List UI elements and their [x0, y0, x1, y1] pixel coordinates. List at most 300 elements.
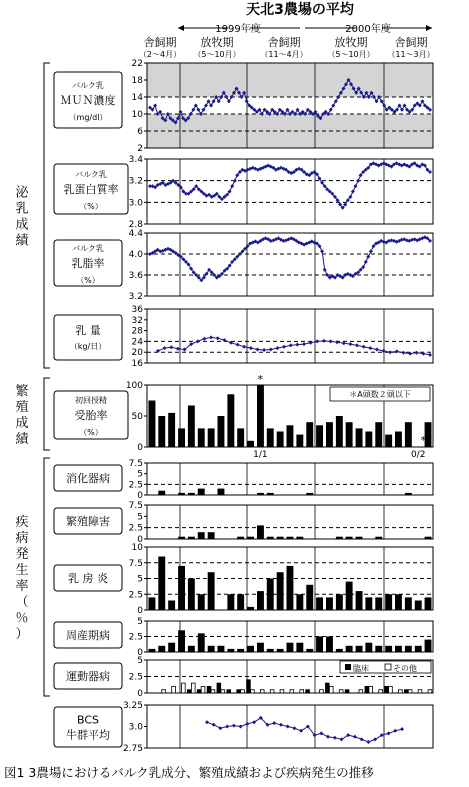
bar-other — [389, 686, 393, 693]
data-point — [169, 345, 173, 349]
panel-label: 乳 房 炎 — [68, 572, 108, 585]
bar — [149, 597, 156, 610]
bar — [267, 649, 274, 652]
y-tick-label: 2.5 — [128, 590, 143, 601]
panel-label: （%） — [79, 428, 103, 437]
bar — [385, 646, 392, 652]
bar-other — [260, 690, 264, 693]
panel-digestive — [54, 459, 433, 501]
panel-label: （%） — [79, 202, 103, 211]
data-point — [335, 340, 339, 344]
bar — [375, 422, 382, 447]
data-point — [402, 351, 406, 355]
bar — [188, 406, 195, 448]
group-label-char: 殖 — [15, 400, 29, 415]
y-tick-label: 10 — [131, 543, 143, 553]
panel-label: （mg/dl） — [68, 113, 108, 122]
bar-other — [201, 686, 205, 693]
y-tick-label: 2.5 — [128, 480, 143, 491]
bar — [257, 525, 264, 539]
bar — [365, 643, 372, 652]
y-tick-label: 0 — [137, 535, 143, 545]
y-tick-label: 0 — [137, 443, 143, 453]
y-tick-label: 3.0 — [128, 722, 143, 733]
season-range: （2～4月） — [138, 50, 182, 59]
y-tick-label: 50 — [131, 412, 143, 422]
bar — [405, 646, 412, 652]
bar — [277, 432, 284, 448]
bar — [356, 591, 363, 610]
group-bracket — [15, 63, 50, 368]
bar-other — [182, 683, 186, 693]
bar — [356, 646, 363, 652]
shade-band — [147, 63, 433, 97]
data-point — [353, 735, 357, 739]
bar — [395, 646, 402, 652]
y-tick-label: 3.2 — [128, 292, 143, 302]
bar — [395, 594, 402, 610]
group-label-char: （ — [15, 595, 29, 610]
plot-frame — [147, 309, 433, 363]
data-point — [239, 725, 243, 729]
asterisk-marker: * — [257, 373, 264, 386]
bar — [306, 422, 313, 447]
data-point — [269, 348, 273, 352]
data-point — [428, 353, 432, 357]
bar — [257, 493, 264, 495]
bar — [336, 416, 343, 447]
bar-clinical — [365, 686, 369, 693]
y-tick-label: 22 — [131, 59, 143, 69]
bar — [198, 594, 205, 610]
bar — [247, 537, 254, 539]
y-tick-label: 5 — [137, 656, 143, 666]
season-name: 放牧期 — [334, 36, 368, 49]
panel-label: BCS — [76, 713, 100, 727]
note-text: ＊A頭数２頭以下 — [349, 390, 411, 399]
bar — [287, 566, 294, 610]
bar — [178, 566, 185, 610]
season-range: （5～10月） — [193, 50, 241, 59]
bar-other — [399, 690, 403, 693]
bar — [257, 643, 264, 652]
y-tick-label: 5 — [137, 469, 143, 480]
panel-label: 乳 量 — [75, 324, 101, 337]
bar — [346, 582, 353, 610]
bar — [415, 646, 422, 652]
bar — [277, 649, 284, 652]
y-tick-label: 2.5 — [128, 672, 143, 683]
y-tick-label: 36 — [131, 305, 143, 315]
y-tick-label: 14 — [131, 93, 143, 103]
season-range: （5～10月） — [327, 50, 375, 59]
data-point — [256, 348, 260, 352]
panel-mastitis — [54, 543, 433, 616]
y-tick-label: 0 — [137, 491, 143, 501]
bar — [356, 537, 363, 539]
bar-other — [300, 690, 304, 693]
bar — [306, 493, 313, 495]
bar — [405, 597, 412, 610]
bar — [316, 425, 323, 447]
y-tick-label: 18 — [131, 76, 143, 86]
panel-label: 受胎率 — [74, 409, 108, 422]
bar — [326, 597, 333, 610]
data-point — [319, 731, 323, 735]
bracket-line — [44, 458, 50, 696]
bar — [296, 435, 303, 447]
bar — [296, 537, 303, 539]
legend-label-clinical: 臨床 — [353, 664, 369, 673]
y-tick-label: 10 — [131, 110, 143, 120]
bar — [188, 646, 195, 652]
data-point — [326, 735, 330, 739]
bar — [267, 537, 274, 539]
bar — [356, 428, 363, 447]
data-point — [329, 339, 333, 343]
bar-other — [418, 690, 422, 693]
y-tick-label: 5 — [137, 617, 143, 627]
bar-clinical — [207, 686, 211, 693]
bar — [247, 607, 254, 610]
group-label-char: 成 — [15, 217, 29, 233]
bar-clinical — [326, 683, 330, 693]
group-label-char: 成 — [15, 416, 29, 431]
data-point — [249, 346, 253, 350]
year-label-1999: 1999年度 — [215, 24, 261, 35]
bar — [316, 597, 323, 610]
bar — [267, 428, 274, 447]
data-point — [315, 339, 319, 343]
data-point — [351, 190, 355, 194]
data-point — [245, 722, 249, 726]
bar — [287, 537, 294, 539]
plot-frame — [147, 505, 433, 539]
bar — [149, 401, 156, 448]
bar — [208, 428, 215, 447]
data-point — [366, 740, 370, 744]
bar — [218, 416, 225, 447]
bar — [385, 435, 392, 447]
panel-label: バルク乳 — [72, 81, 104, 90]
panel-label: 周産期病 — [66, 629, 110, 642]
y-tick-label: 3.0 — [128, 198, 143, 209]
panel-label: 牛群平均 — [66, 728, 110, 742]
data-point — [354, 184, 358, 188]
bar — [227, 594, 234, 610]
data-point — [362, 345, 366, 349]
group-label-char: 繁 — [15, 384, 29, 399]
y-tick-label: 7.5 — [128, 558, 143, 569]
group-bracket — [15, 378, 50, 450]
plot-frame — [147, 463, 433, 495]
panel-label: 乳脂率 — [71, 257, 105, 270]
season-name: 放牧期 — [200, 36, 234, 49]
data-point — [216, 336, 220, 340]
group-label-char: 績 — [15, 432, 29, 447]
date-label-0-2: 0/2 — [410, 450, 426, 460]
bracket-line — [44, 63, 50, 368]
bar — [267, 493, 274, 495]
bar — [336, 537, 343, 539]
y-tick-label: 6 — [137, 127, 143, 137]
data-point — [333, 736, 337, 740]
data-point — [375, 348, 379, 352]
bar — [178, 537, 185, 539]
date-label-1-1: 1/1 — [253, 450, 268, 460]
y-tick-label: 0 — [137, 689, 143, 699]
data-point — [212, 723, 216, 727]
legend-swatch-other — [385, 664, 391, 670]
data-point — [218, 726, 222, 730]
data-point — [275, 346, 279, 350]
panel-label: 乳蛋白質率 — [63, 183, 119, 196]
data-point — [295, 343, 299, 347]
y-tick-label: 0 — [137, 648, 143, 658]
data-point — [163, 346, 167, 350]
bar — [346, 537, 353, 539]
y-tick-label: 2 — [137, 144, 143, 154]
data-point — [323, 268, 327, 272]
bar — [287, 643, 294, 652]
bar-other — [221, 690, 225, 693]
bar — [168, 601, 175, 611]
legend — [340, 661, 431, 673]
data-point — [360, 737, 364, 741]
bar — [247, 646, 254, 652]
bar — [405, 422, 412, 447]
bar — [158, 557, 165, 611]
bar-clinical — [227, 690, 231, 693]
data-point — [355, 343, 359, 347]
data-point — [209, 335, 213, 339]
group-label-char: ） — [15, 627, 29, 642]
y-tick-label: 7.5 — [128, 501, 143, 511]
y-tick-label: 0 — [137, 606, 143, 616]
arrow-left-icon — [178, 25, 184, 31]
bar-other — [339, 690, 343, 693]
data-point — [369, 249, 373, 253]
data-point — [322, 339, 326, 343]
year-label-2000: 2000年度 — [345, 24, 391, 35]
season-name: 舎飼期 — [267, 36, 301, 49]
panel-label: 消化器病 — [66, 472, 110, 485]
bar — [336, 649, 343, 652]
bar-other — [379, 690, 383, 693]
bar — [375, 537, 382, 539]
bar-other — [290, 690, 294, 693]
bar-clinical — [306, 690, 310, 693]
panel-mun — [54, 59, 433, 154]
y-tick-label: 4.4 — [128, 229, 143, 239]
panel-label: 運動器病 — [66, 670, 110, 683]
y-tick-label: 7.5 — [128, 459, 143, 469]
group-label-char: ％ — [15, 611, 29, 626]
y-tick-label: 2.8 — [128, 220, 143, 230]
legend-label-other: その他 — [393, 664, 417, 673]
data-point — [202, 337, 206, 341]
legend-swatch-clinical — [345, 664, 351, 670]
bar — [218, 489, 225, 495]
bar-other — [320, 690, 324, 693]
bar — [237, 537, 244, 539]
data-point — [368, 346, 372, 350]
data-point — [387, 731, 391, 735]
data-point — [356, 179, 360, 183]
series-line — [207, 718, 402, 742]
bar — [316, 637, 323, 653]
bar — [385, 594, 392, 610]
data-point — [348, 342, 352, 346]
arrow-right-icon — [426, 25, 432, 31]
bar — [365, 597, 372, 610]
y-tick-label: 28 — [131, 326, 143, 337]
y-tick-label: 5 — [137, 512, 143, 523]
y-tick-label: 3.25 — [122, 701, 143, 711]
bar — [198, 633, 205, 652]
bar — [277, 537, 284, 539]
bar-clinical — [404, 690, 408, 693]
bar-other — [329, 686, 333, 693]
panels — [15, 59, 433, 754]
data-point — [225, 725, 229, 729]
year-header — [215, 22, 390, 35]
data-point — [233, 179, 237, 183]
bar — [158, 416, 165, 447]
bar-clinical — [197, 690, 201, 693]
y-tick-label: 3.4 — [128, 155, 143, 165]
series-line — [150, 237, 430, 280]
data-point — [292, 726, 296, 730]
series-line — [150, 163, 430, 207]
data-point — [282, 345, 286, 349]
group-label-char: 生 — [15, 563, 29, 578]
data-point — [272, 721, 276, 725]
plot-frame — [147, 705, 433, 748]
bar — [188, 579, 195, 611]
bar-other — [408, 690, 412, 693]
bar-other — [359, 690, 363, 693]
bar — [257, 591, 264, 610]
data-point — [395, 349, 399, 353]
bar — [336, 594, 343, 610]
bar-clinical — [247, 680, 251, 693]
bar-other — [211, 690, 215, 693]
bracket-line — [44, 378, 50, 450]
group-label-char: 泌 — [15, 185, 29, 201]
bar — [257, 385, 264, 447]
bar — [306, 649, 313, 652]
bar — [158, 646, 165, 652]
bar — [178, 630, 185, 652]
bar — [267, 579, 274, 611]
bar — [198, 532, 205, 539]
bar-other — [270, 690, 274, 693]
panel-label: 初回授精 — [75, 396, 107, 405]
group-label-char: 乳 — [15, 201, 29, 217]
y-tick-label: 2.5 — [128, 523, 143, 534]
group-bracket — [15, 458, 50, 696]
data-point — [232, 724, 236, 728]
bar — [346, 422, 353, 447]
season-name: 舎飼期 — [394, 36, 428, 49]
data-point — [286, 725, 290, 729]
panel-label: （kg/日） — [69, 342, 107, 351]
panel-locomotor — [54, 656, 433, 699]
bar — [168, 643, 175, 652]
bar — [395, 432, 402, 448]
data-point — [242, 345, 246, 349]
data-point — [415, 351, 419, 355]
bar — [237, 594, 244, 610]
y-tick-label: 5 — [137, 574, 143, 585]
y-tick-label: 2.5 — [128, 632, 143, 643]
y-tick-label: 20 — [131, 348, 143, 359]
panel-label: バルク乳 — [75, 170, 107, 179]
bar — [425, 640, 432, 652]
bar — [227, 649, 234, 652]
data-point — [262, 348, 266, 352]
y-tick-label: 3.2 — [128, 176, 143, 187]
bar — [178, 428, 185, 447]
panel-label: 繁殖障害 — [66, 515, 110, 528]
data-point — [205, 720, 209, 724]
bar — [326, 637, 333, 653]
bar — [365, 432, 372, 448]
bar-other — [172, 686, 176, 693]
panel-label: （%） — [76, 276, 100, 285]
bar — [208, 532, 215, 539]
y-tick-label: 100 — [125, 381, 143, 391]
bar — [375, 646, 382, 652]
data-point — [289, 343, 293, 347]
bar — [346, 646, 353, 652]
data-point — [279, 723, 283, 727]
data-point — [179, 110, 183, 114]
bar — [237, 428, 244, 447]
bar-other — [162, 690, 166, 693]
bar — [425, 597, 432, 610]
bar-other — [191, 683, 195, 693]
panel-protein — [54, 155, 433, 230]
bar — [296, 643, 303, 652]
bar-clinical — [385, 686, 389, 693]
bar — [227, 394, 234, 447]
bar — [415, 601, 422, 611]
panel-label: バルク乳 — [72, 244, 104, 253]
bar-other — [241, 690, 245, 693]
bar — [375, 597, 382, 610]
bar-clinical — [187, 690, 191, 693]
data-point — [366, 255, 370, 259]
y-tick-label: 16 — [131, 359, 143, 369]
data-point — [364, 260, 368, 264]
bar — [178, 493, 185, 495]
bar — [198, 428, 205, 447]
bar — [168, 413, 175, 447]
data-point — [196, 339, 200, 343]
bar — [405, 493, 412, 495]
season-range: （11～3月） — [387, 50, 435, 59]
panel-yield — [54, 305, 433, 369]
y-tick-label: 2.75 — [122, 744, 143, 754]
group-label-char: 発 — [15, 547, 29, 562]
data-point — [302, 342, 306, 346]
bar — [218, 646, 225, 652]
data-point — [388, 350, 392, 354]
data-point — [320, 249, 324, 253]
y-tick-label: 4.0 — [128, 250, 143, 260]
